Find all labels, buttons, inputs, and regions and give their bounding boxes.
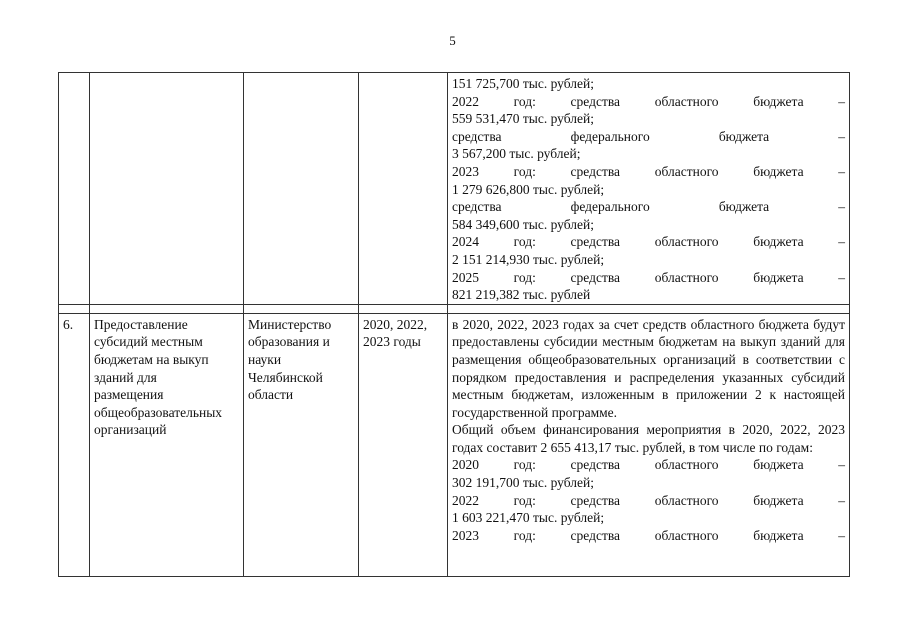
line-word: средства bbox=[570, 457, 621, 473]
financing-amount: 151 725,700 тыс. рублей; bbox=[452, 76, 594, 91]
executor-name bbox=[244, 314, 358, 404]
financing-cell bbox=[448, 313, 850, 576]
financing-line bbox=[452, 128, 845, 146]
line-word: – bbox=[838, 457, 845, 473]
event-line: общеобразовательных bbox=[94, 404, 223, 420]
executor-cell bbox=[244, 73, 359, 305]
line-word: – bbox=[838, 492, 845, 508]
number-cell: 6. bbox=[59, 313, 90, 576]
executor-cell bbox=[244, 313, 359, 576]
financing-line bbox=[452, 269, 845, 287]
line-word: 2023 bbox=[452, 527, 479, 543]
financing-line bbox=[452, 198, 845, 216]
financing-amount: 1 279 626,800 тыс. рублей; bbox=[452, 181, 605, 197]
line-word: 2024 bbox=[452, 234, 479, 250]
event-cell bbox=[90, 313, 244, 576]
event-line: зданий для bbox=[94, 369, 157, 385]
line-word: бюджета bbox=[718, 128, 770, 144]
line-word: бюджета bbox=[753, 93, 804, 109]
event-line: размещения bbox=[94, 387, 164, 403]
financing-lines bbox=[452, 456, 845, 544]
line-word: средства bbox=[570, 269, 621, 285]
event-line: субсидий местным bbox=[94, 334, 203, 350]
financing-cell bbox=[448, 73, 850, 305]
line-word: 2022 bbox=[452, 492, 479, 508]
line-word: областного bbox=[654, 527, 719, 543]
total-paragraph: Общий объем финансирования мероприятия в 2020, 2022, 2023 годах составит 2 655 413,17 тыс. рублей, в том числе по годам: bbox=[452, 422, 845, 455]
line-word: 2020 bbox=[452, 457, 479, 473]
line-word: областного bbox=[654, 163, 719, 179]
executor-line: Челябинской bbox=[248, 369, 323, 385]
line-word: 2023 bbox=[452, 163, 479, 179]
line-word: год: bbox=[513, 163, 536, 179]
line-word: – bbox=[838, 269, 845, 285]
line-word: областного bbox=[654, 93, 719, 109]
number-cell bbox=[59, 73, 90, 305]
line-word: – bbox=[838, 234, 845, 250]
line-word: областного bbox=[654, 269, 719, 285]
line-word: год: bbox=[513, 527, 536, 543]
line-word: средства bbox=[570, 492, 621, 508]
executor-line: науки bbox=[248, 351, 282, 367]
financing-line bbox=[452, 93, 845, 111]
table-row bbox=[59, 313, 850, 576]
financing-line bbox=[452, 492, 845, 510]
line-word: средства bbox=[570, 93, 621, 109]
line-word: федерального bbox=[570, 128, 650, 144]
line-word: областного bbox=[654, 234, 719, 250]
financing-line bbox=[452, 527, 845, 545]
line-word: бюджета bbox=[718, 199, 770, 215]
program-table bbox=[58, 72, 850, 577]
line-word: год: bbox=[513, 492, 536, 508]
line-word: 2025 bbox=[452, 269, 479, 285]
years-cell bbox=[359, 73, 448, 305]
line-word: год: bbox=[513, 93, 536, 109]
financing-amount: 302 191,700 тыс. рублей; bbox=[452, 475, 594, 491]
financing-amount: 1 603 221,470 тыс. рублей; bbox=[452, 510, 605, 526]
line-word: бюджета bbox=[753, 527, 804, 543]
financing-line bbox=[452, 456, 845, 474]
years-cell bbox=[359, 313, 448, 576]
financing-lines bbox=[448, 73, 849, 304]
line-word: бюджета bbox=[753, 457, 804, 473]
event-line: Предоставление bbox=[94, 316, 188, 332]
line-word: – bbox=[838, 199, 845, 215]
financing-line bbox=[452, 163, 845, 181]
financing-amount: 3 567,200 тыс. рублей; bbox=[452, 146, 581, 162]
line-word: средства bbox=[570, 234, 621, 250]
years-text: 2020, 2022, 2023 годы bbox=[363, 316, 428, 350]
row-gap bbox=[59, 304, 850, 313]
line-word: – bbox=[838, 527, 845, 543]
event-name bbox=[90, 314, 243, 439]
line-word: бюджета bbox=[753, 234, 804, 250]
line-word: средства bbox=[452, 199, 502, 215]
line-word: средства bbox=[570, 163, 621, 179]
line-word: бюджета bbox=[753, 492, 804, 508]
line-word: – bbox=[838, 128, 845, 144]
event-cell bbox=[90, 73, 244, 305]
executor-line: образования и bbox=[248, 334, 330, 350]
description-paragraph: в 2020, 2022, 2023 годах за счет средств областного бюджета будут предоставлены субсидии местным бюджетам на выкуп зданий для размещения общеобразовательных организаций в соответствии с порядком предоставления и распределения указанных субсидий местным бюджетам, изложенным в приложении 2 к настоящей государственной программе. bbox=[452, 316, 845, 420]
line-word: год: bbox=[513, 457, 536, 473]
financing-line bbox=[452, 233, 845, 251]
financing-amount: 559 531,470 тыс. рублей; bbox=[452, 111, 594, 127]
page-number: 5 bbox=[449, 33, 456, 48]
line-word: средства bbox=[570, 527, 621, 543]
line-word: – bbox=[838, 93, 845, 109]
line-word: областного bbox=[654, 492, 719, 508]
line-word: областного bbox=[654, 457, 719, 473]
event-line: организаций bbox=[94, 422, 167, 438]
financing-amount: 584 349,600 тыс. рублей; bbox=[452, 216, 594, 232]
executor-line: Министерство bbox=[248, 316, 332, 332]
line-word: средства bbox=[452, 128, 502, 144]
line-word: 2022 bbox=[452, 93, 479, 109]
event-line: бюджетам на выкуп bbox=[94, 351, 209, 367]
line-word: год: bbox=[513, 269, 536, 285]
executor-line: области bbox=[248, 387, 294, 403]
line-word: бюджета bbox=[753, 269, 804, 285]
line-word: – bbox=[838, 163, 845, 179]
line-word: федерального bbox=[570, 199, 650, 215]
financing-amount: 2 151 214,930 тыс. рублей; bbox=[452, 251, 605, 267]
line-word: год: bbox=[513, 234, 536, 250]
table-row bbox=[59, 73, 850, 305]
line-word: бюджета bbox=[753, 163, 804, 179]
financing-amount: 821 219,382 тыс. рублей bbox=[452, 287, 591, 303]
